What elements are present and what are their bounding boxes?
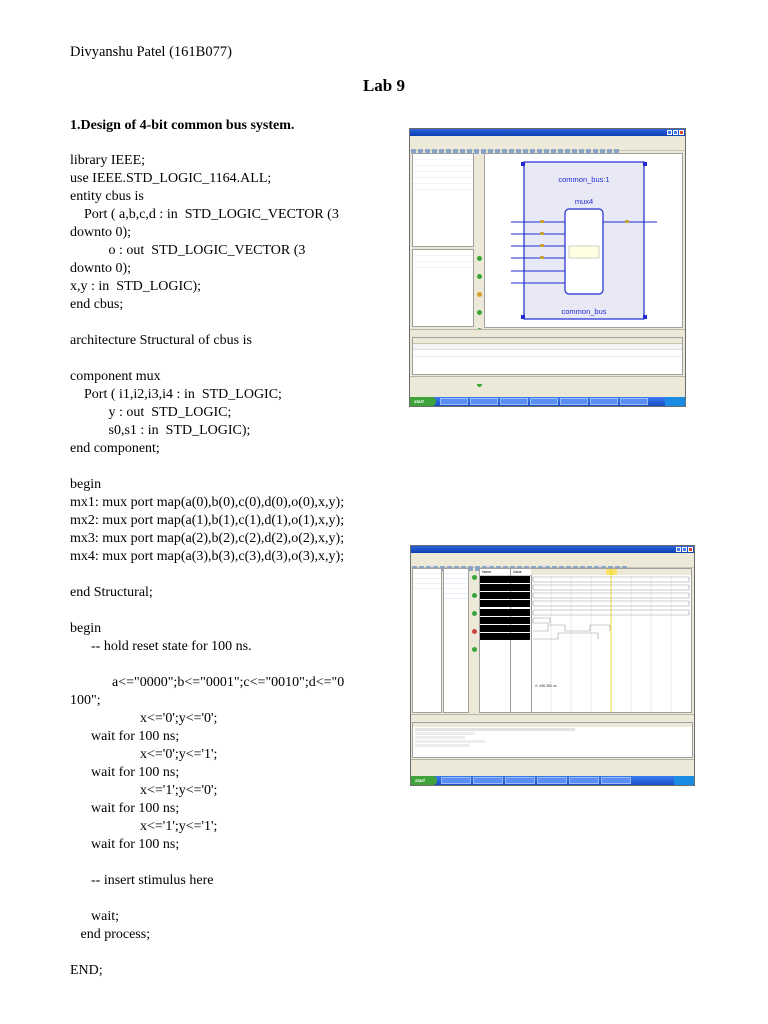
code-listing (70, 152, 375, 980)
code-line: downto 0); (70, 225, 132, 240)
instances-panel (412, 568, 442, 713)
window-titlebar (410, 129, 685, 136)
code-line: wait; (70, 909, 119, 924)
section-heading: 1.Design of 4-bit common bus system. (70, 118, 295, 133)
code-line: wait for 100 ns; (70, 729, 180, 744)
code-line: s0,s1 : in STD_LOGIC); (70, 423, 251, 438)
schematic-screenshot (409, 128, 686, 407)
code-line (70, 944, 375, 962)
code-line: mx3: mux port map(a(2),b(2),c(2),d(2),o(2),x,y); (70, 531, 345, 546)
code-line: x<='1';y<='1'; (70, 819, 218, 834)
code-line: x<='0';y<='1'; (70, 747, 218, 762)
sim-toolbar-column (470, 568, 478, 708)
code-line (70, 350, 375, 368)
code-line (70, 656, 375, 674)
inner-block-label: mux4 (574, 197, 594, 206)
processes-panel (412, 249, 474, 327)
code-line (70, 890, 375, 908)
waveform-screenshot (410, 545, 695, 786)
code-line (70, 566, 375, 584)
code-line (70, 602, 375, 620)
code-line: begin (70, 621, 102, 636)
code-line: use IEEE.STD_LOGIC_1164.ALL; (70, 171, 272, 186)
code-line: component mux (70, 369, 161, 384)
schematic-diagram (485, 154, 682, 327)
waveform-diagram (480, 569, 691, 712)
code-line: END; (70, 963, 103, 978)
console-tab-bar (411, 759, 694, 767)
page-title: Lab 9 (362, 76, 406, 95)
code-line (70, 314, 375, 332)
code-line: -- hold reset state for 100 ns. (70, 639, 252, 654)
code-line: x<='1';y<='0'; (70, 783, 218, 798)
toolbar (411, 559, 694, 568)
window-titlebar (411, 546, 694, 553)
outer-block-label: common_bus:1 (558, 175, 610, 184)
code-line (70, 458, 375, 476)
code-line: architecture Structural of cbus is (70, 333, 252, 348)
code-line (70, 854, 375, 872)
code-line: downto 0); (70, 261, 132, 276)
code-line: mx4: mux port map(a(3),b(3),c(3),d(3),o(3),x,y); (70, 549, 345, 564)
document-tab-bar (410, 329, 685, 337)
code-line: o : out STD_LOGIC_VECTOR (3 (70, 243, 306, 258)
mux4-tooltip (569, 246, 599, 258)
name-header: Name (480, 569, 510, 576)
design-hierarchy-panel (412, 153, 474, 247)
code-line: a<="0000";b<="0001";c<="0010";d<="0 (70, 675, 345, 690)
code-line: Port ( i1,i2,i3,i4 : in STD_LOGIC; (70, 387, 282, 402)
code-line: -- insert stimulus here (70, 873, 214, 888)
author-line: Divyanshu Patel (161B077) (70, 44, 232, 60)
waveform-window (479, 568, 692, 713)
value-header: Value (511, 569, 531, 576)
toolbar (410, 142, 685, 151)
waveform-tab-bar (411, 714, 694, 722)
console-tab-bar (410, 376, 685, 384)
windows-taskbar (410, 397, 685, 406)
code-line: mx1: mux port map(a(0),b(0),c(0),d(0),o(0),x,y); (70, 495, 345, 510)
code-line: wait for 100 ns; (70, 837, 180, 852)
bottom-block-label: common_bus (561, 307, 607, 316)
properties-table-panel (412, 337, 683, 375)
console-panel (412, 722, 693, 758)
code-line: wait for 100 ns; (70, 765, 180, 780)
code-line: 100"; (70, 693, 101, 708)
code-line: x,y : in STD_LOGIC); (70, 279, 202, 294)
status-icons-column (475, 249, 483, 319)
code-line: end component; (70, 441, 160, 456)
windows-taskbar (411, 776, 694, 785)
objects-panel (443, 568, 469, 713)
code-line: library IEEE; (70, 153, 146, 168)
code-line: x<='0';y<='0'; (70, 711, 218, 726)
code-line: end Structural; (70, 585, 153, 600)
code-line: wait for 100 ns; (70, 801, 180, 816)
code-line: end process; (70, 927, 151, 942)
code-line: Port ( a,b,c,d : in STD_LOGIC_VECTOR (3 (70, 207, 339, 222)
cursor-readout: X: 436,350 ns (535, 684, 557, 688)
schematic-canvas (484, 153, 683, 328)
code-line: y : out STD_LOGIC; (70, 405, 232, 420)
code-line: begin (70, 477, 102, 492)
code-line: entity cbus is (70, 189, 144, 204)
code-line: end cbus; (70, 297, 124, 312)
start-button: start (410, 397, 436, 406)
code-line: mx2: mux port map(a(1),b(1),c(1),d(1),o(1),x,y); (70, 513, 345, 528)
start-button: start (411, 776, 437, 785)
